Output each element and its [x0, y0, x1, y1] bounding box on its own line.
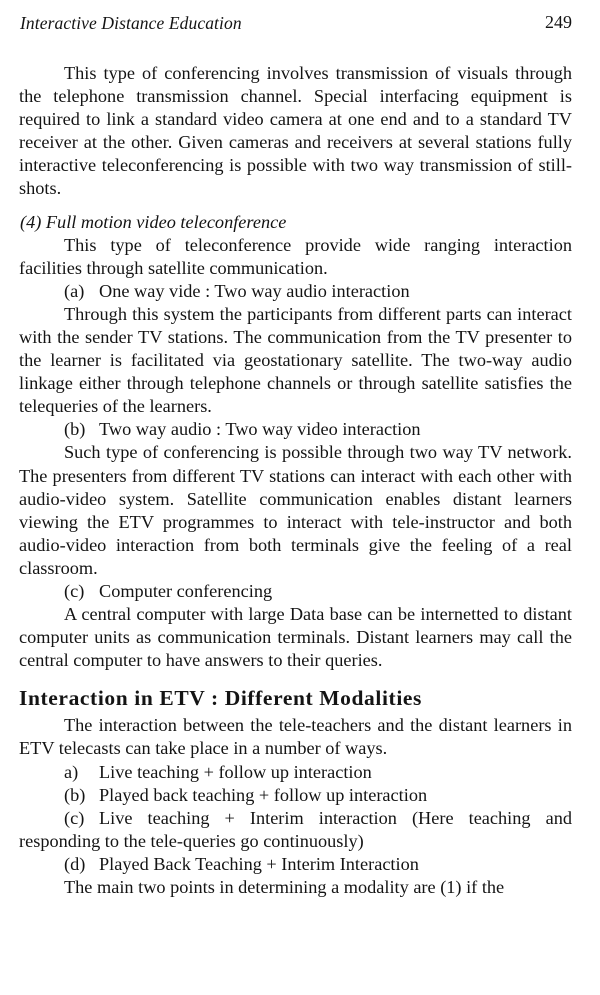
page-number: 249 [545, 12, 572, 32]
paragraph-two-way-video: Such type of conferencing is possible through two way TV network. The presenters from different TV stations can interact with each other with audio-video system. Satellite communication enables distant learners viewing the ETV programmes to interact with tele-instructor and both audio-video interaction from both terminals give the feeling of a real classroom. [19, 442, 572, 578]
running-title: Interactive Distance Education [20, 13, 242, 33]
section-heading: Interaction in ETV : Different Modalities [19, 686, 423, 711]
list-marker: (a) [64, 280, 85, 301]
list-item-text: Live teaching + Interim interaction (Here teaching and responding to the tele-queries go continuously) [19, 807, 572, 851]
modality-item-b [19, 784, 572, 807]
modality-item-c [19, 807, 572, 853]
book-page [19, 0, 572, 899]
running-header [19, 0, 572, 40]
list-marker: (b) [64, 784, 86, 805]
paragraph-full-motion-intro: This type of teleconference provide wide ranging interaction facilities through satellite communication. [19, 234, 572, 278]
list-item-text: One way vide : Two way audio interaction [99, 280, 410, 301]
list-item-text: Live teaching + follow up interaction [99, 761, 372, 782]
list-marker: (c) [64, 807, 85, 828]
list-item-text: Two way audio : Two way video interaction [99, 419, 421, 440]
list-item-a [19, 280, 572, 303]
list-marker: a) [64, 761, 79, 782]
list-item-b [19, 418, 572, 441]
modality-item-a [19, 761, 572, 784]
list-item-c [19, 580, 572, 603]
section-intro: The interaction between the tele-teachers and the distant learners in ETV telecasts can take place in a number of ways. [19, 715, 572, 759]
paragraph-one-way-video: Through this system the participants from different parts can interact with the sender TV stations. The communication from the TV presenter to the learner is facilitated via geostationary satellite. The two-way audio linkage either through telephone channels or through satellite satisfies the telequeries of the learners. [19, 303, 572, 417]
list-item-text: Computer conferencing [99, 580, 273, 601]
list-marker: (b) [64, 419, 86, 440]
list-marker: (c) [64, 580, 85, 601]
paragraph-still-video: This type of conferencing involves transmission of visuals through the telephone transmission channel. Special interfacing equipment is required to link a standard video camera at one end and to a standard TV receiver at the other. Given cameras and receivers at several stations fully interactive teleconferencing is possible with two way transmission of still-shots. [19, 63, 572, 199]
list-marker: (d) [64, 853, 86, 874]
subheading-full-motion-video: (4) Full motion video teleconference [20, 211, 287, 232]
paragraph-closing: The main two points in determining a modality are (1) if the [64, 877, 505, 897]
list-item-text: Played Back Teaching + Interim Interaction [99, 853, 419, 874]
modality-item-d [19, 853, 572, 876]
list-item-text: Played back teaching + follow up interaction [99, 784, 428, 805]
paragraph-computer-conferencing: A central computer with large Data base can be internetted to distant computer units as communication terminals. Distant learners may call the central computer to have answers to their queries. [19, 604, 572, 671]
